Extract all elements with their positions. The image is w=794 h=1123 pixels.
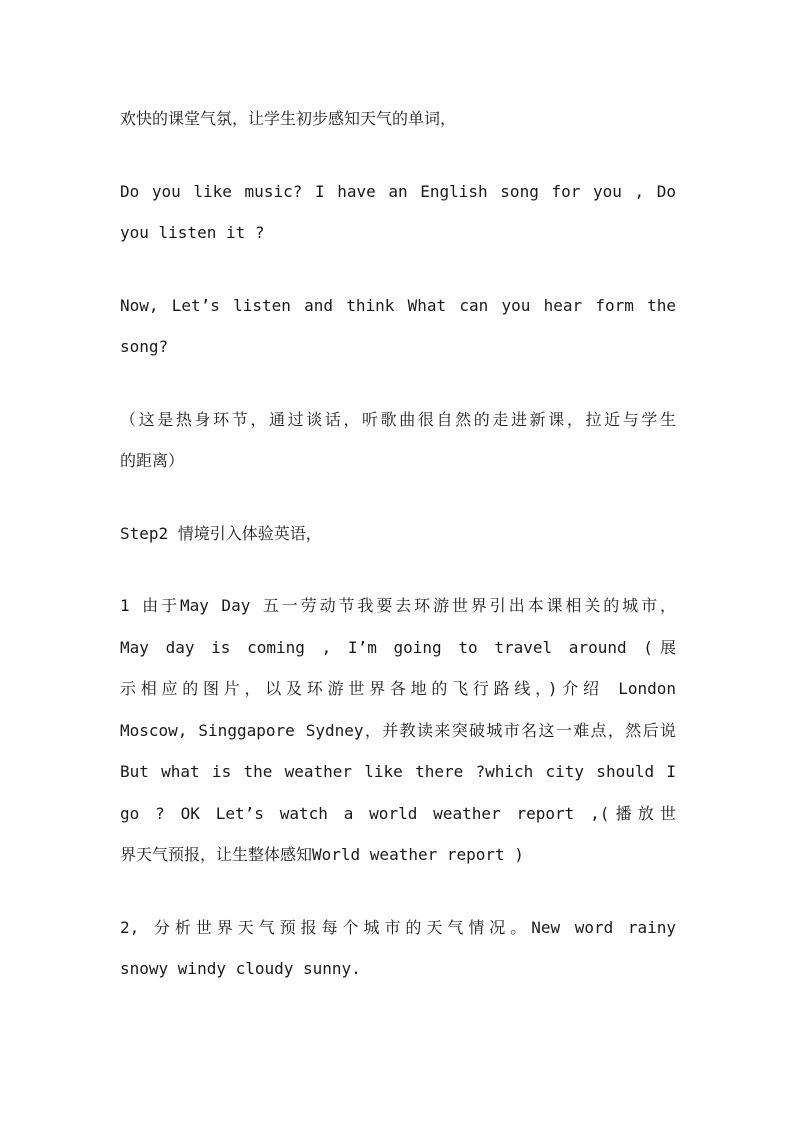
text-line: song? bbox=[120, 337, 169, 356]
text-line: Now, Let’s listen and think What can you hear form the bbox=[120, 295, 676, 315]
text-line: 的距离） bbox=[120, 451, 185, 470]
paragraph-listen-and-think bbox=[120, 285, 676, 368]
text-line: 界天气预报，让生整体感知World weather report ) bbox=[120, 845, 524, 864]
text-line: Moscow, Singgapore Sydney，并教读来突破城市名这一难点，然后说 bbox=[120, 720, 676, 740]
document-body bbox=[120, 98, 676, 1021]
text-line: May day is coming , I’m going to travel around (展 bbox=[120, 637, 676, 657]
text-line: go ? OK Let’s watch a world weather report ,(播放世 bbox=[120, 803, 676, 823]
paragraph-may-day-travel bbox=[120, 585, 676, 876]
text-line: 欢快的课堂气氛，让学生初步感知天气的单词， bbox=[120, 109, 457, 128]
text-line: 2, 分析世界天气预报每个城市的天气情况。New word rainy bbox=[120, 917, 676, 937]
text-line: Do you like music? I have an English song for you , Do bbox=[120, 181, 676, 201]
text-line: （这是热身环节，通过谈话，听歌曲很自然的走进新课，拉近与学生 bbox=[120, 409, 676, 429]
text-line: Step2 情境引入体验英语， bbox=[120, 523, 322, 543]
text-line: snowy windy cloudy sunny. bbox=[120, 959, 361, 978]
paragraph-weather-analysis bbox=[120, 907, 676, 990]
text-line: you listen it ? bbox=[120, 223, 265, 242]
paragraph-step2-heading bbox=[120, 513, 676, 555]
text-line: But what is the weather like there ?which city should I bbox=[120, 762, 676, 781]
paragraph-do-you-like-music bbox=[120, 171, 676, 254]
text-line: 示相应的图片，以及环游世界各地的飞行路线，)介绍 London bbox=[120, 679, 676, 698]
paragraph-warmup-note bbox=[120, 399, 676, 482]
text-line: 1 由于May Day 五一劳动节我要去环游世界引出本课相关的城市， bbox=[120, 596, 676, 615]
paragraph-intro-atmosphere bbox=[120, 98, 676, 140]
